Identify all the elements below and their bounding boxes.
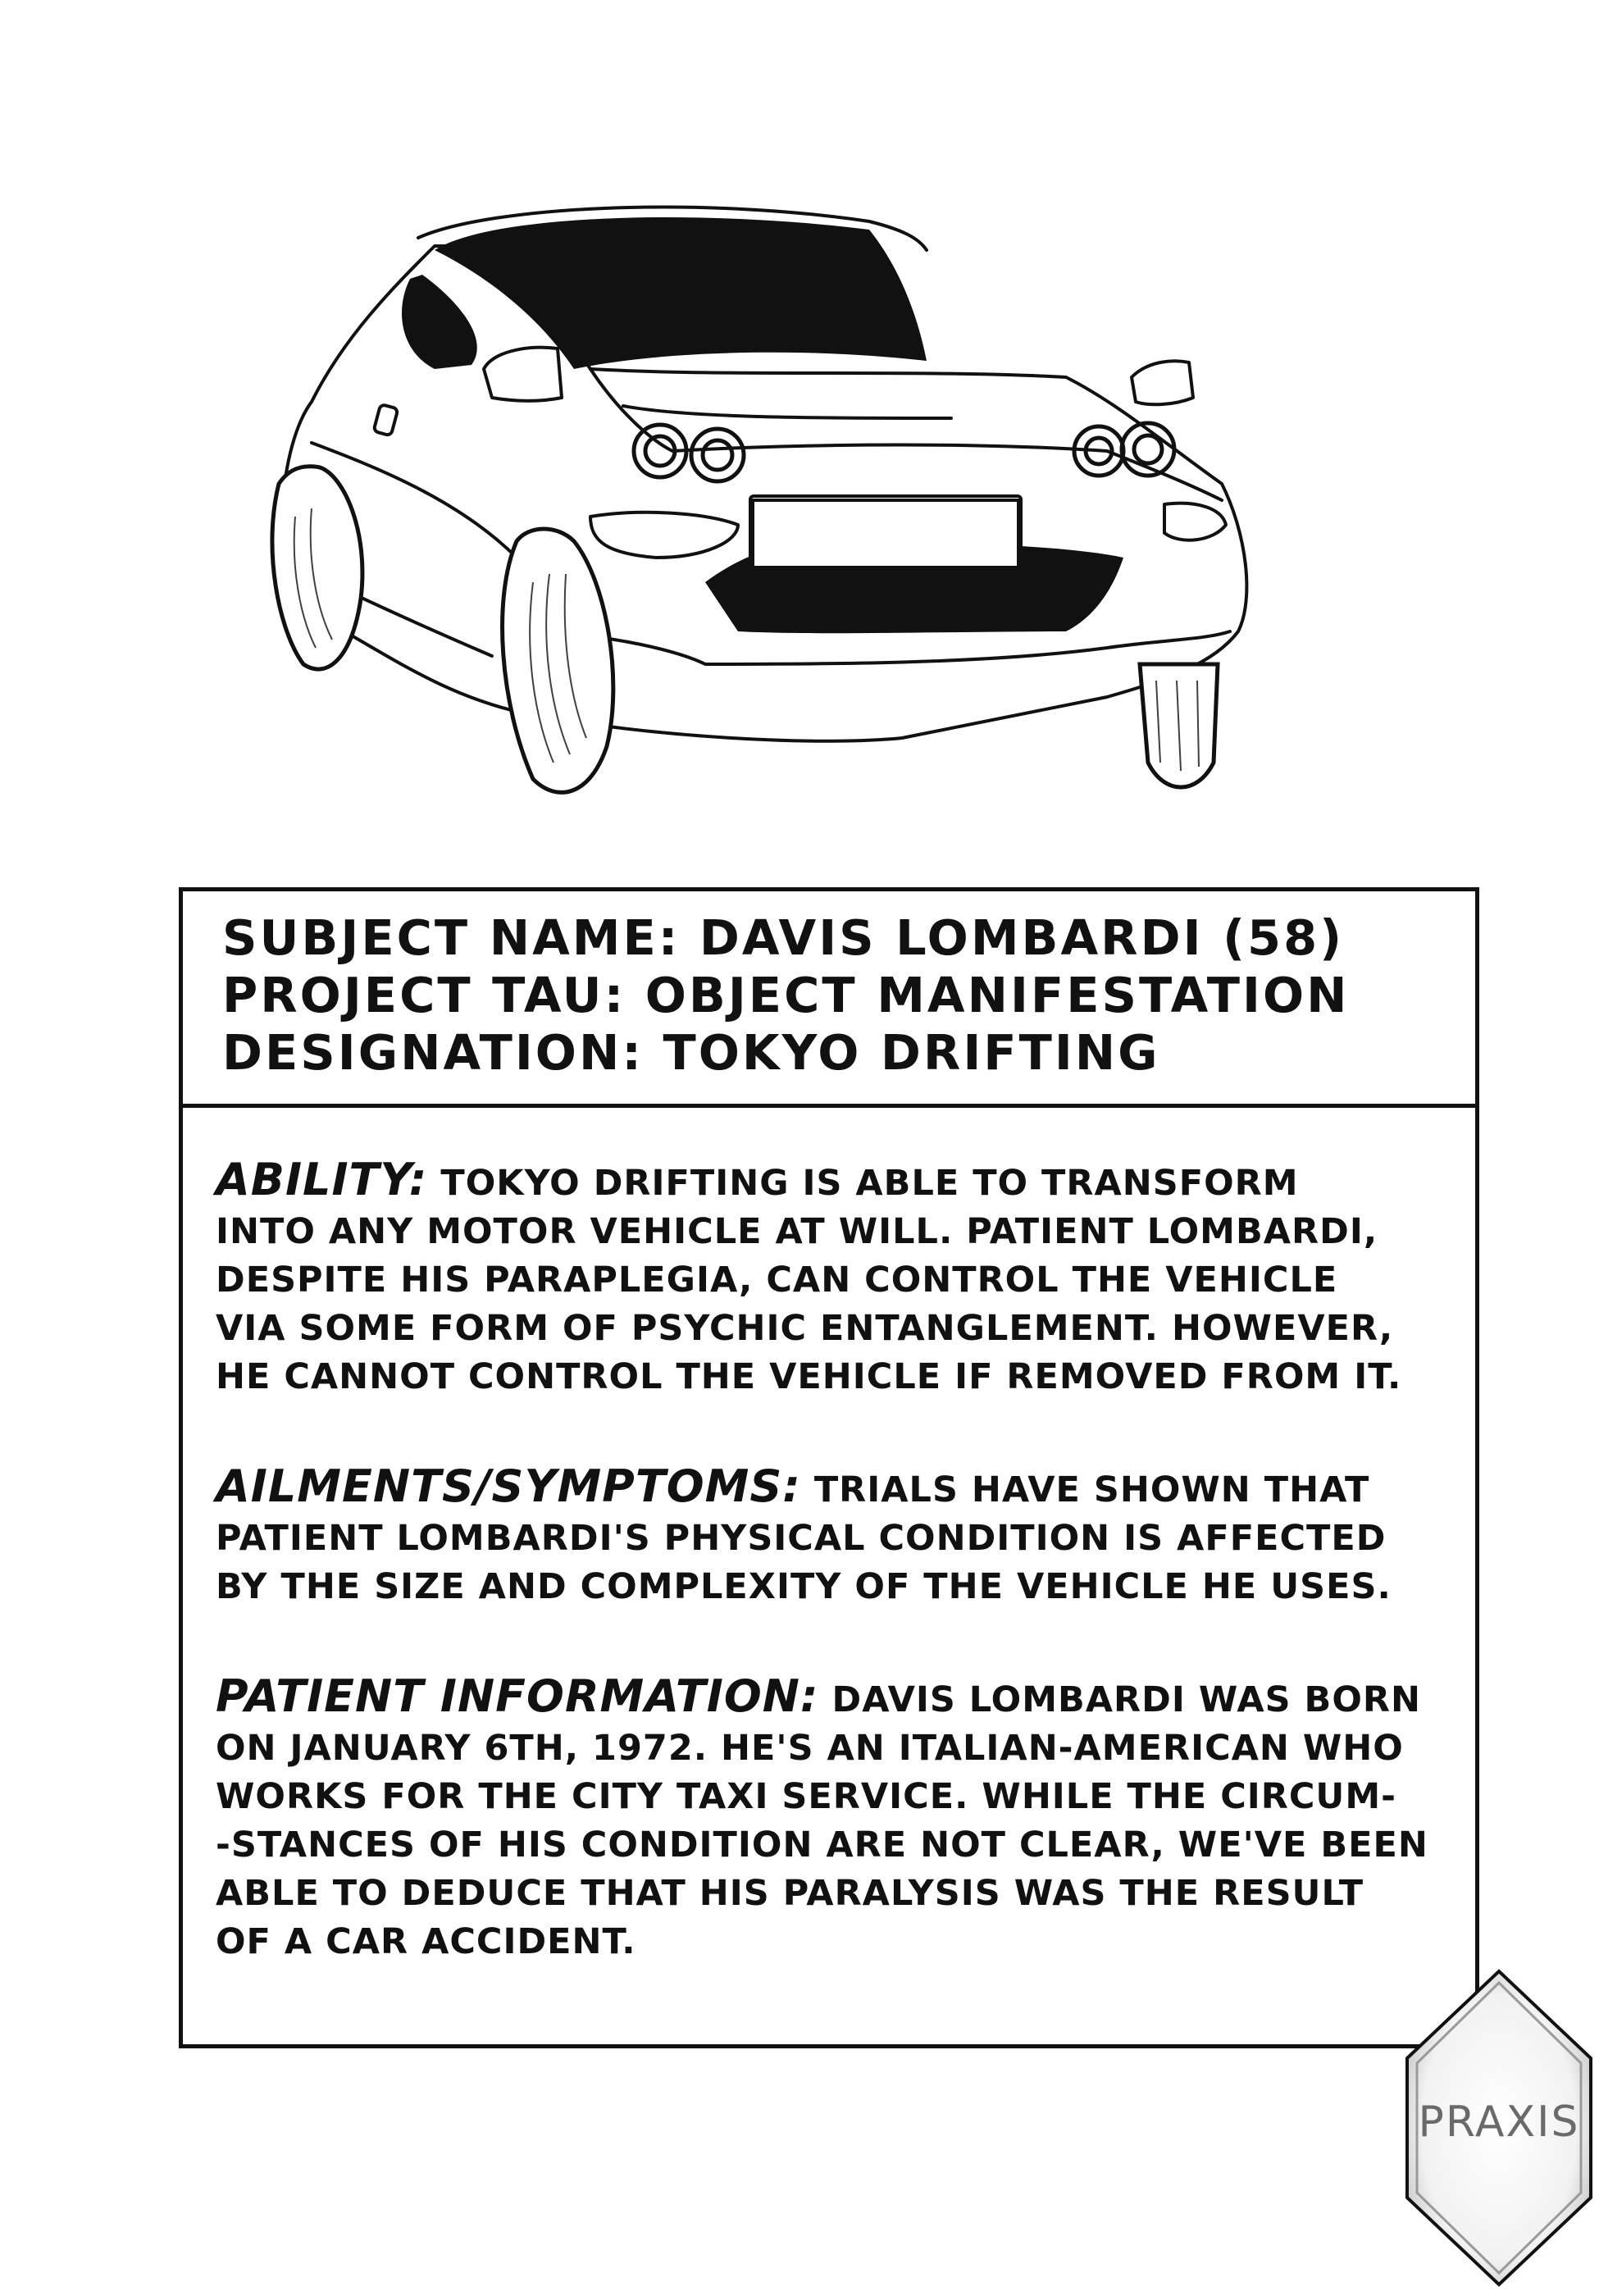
ailments-text-line: BY THE SIZE AND COMPLEXITY OF THE VEHICLE HE USES.	[216, 1566, 1392, 1607]
dossier-header	[183, 891, 1475, 1108]
ability-text-line: HE CANNOT CONTROL THE VEHICLE IF REMOVED FROM IT.	[216, 1356, 1402, 1397]
patient-info-text-line: WORKS FOR THE CITY TAXI SERVICE. WHILE THE CIRCUM-	[216, 1776, 1396, 1817]
ability-first-line	[216, 1155, 1467, 1208]
subject-name-line: SUBJECT NAME: DAVIS LOMBARDI (58)	[222, 909, 1345, 966]
ability-text-line: VIA SOME FORM OF PSYCHIC ENTANGLEMENT. HOWEVER,	[216, 1308, 1394, 1349]
ability-section	[216, 1155, 1467, 1401]
ability-label: ABILITY:	[216, 1154, 428, 1205]
patient-info-text-line: DAVIS LOMBARDI WAS BORN	[831, 1679, 1421, 1720]
dossier-body	[183, 1108, 1475, 2044]
ailments-section	[216, 1462, 1467, 1611]
praxis-logo-text: PRAXIS	[1418, 2098, 1580, 2147]
ailments-label: AILMENTS/SYMPTOMS:	[216, 1460, 801, 1512]
ability-text-line: INTO ANY MOTOR VEHICLE AT WILL. PATIENT LOMBARDI,	[216, 1211, 1378, 1252]
dossier-box	[179, 887, 1479, 2048]
ability-text-line: TOKYO DRIFTING IS ABLE TO TRANSFORM	[440, 1163, 1299, 1204]
project-line: PROJECT TAU: OBJECT MANIFESTATION	[222, 967, 1350, 1023]
ailments-text-line: TRIALS HAVE SHOWN THAT	[813, 1469, 1370, 1510]
car-illustration	[246, 172, 1328, 812]
ailments-first-line	[216, 1462, 1467, 1515]
patient-info-text-line: ABLE TO DEDUCE THAT HIS PARALYSIS WAS THE RESULT	[216, 1873, 1364, 1914]
patient-info-text-line: -STANCES OF HIS CONDITION ARE NOT CLEAR, WE'VE BEEN	[216, 1824, 1428, 1866]
ability-text-line: DESPITE HIS PARAPLEGIA, CAN CONTROL THE VEHICLE	[216, 1260, 1338, 1301]
patient-info-label: PATIENT INFORMATION:	[216, 1670, 819, 1722]
patient-info-first-line	[216, 1672, 1467, 1724]
ailments-text-line: PATIENT LOMBARDI'S PHYSICAL CONDITION IS AFFECTED	[216, 1518, 1387, 1559]
designation-line: DESIGNATION: TOKYO DRIFTING	[222, 1024, 1160, 1081]
patient-info-text-line: OF A CAR ACCIDENT.	[216, 1921, 636, 1962]
patient-info-text-line: ON JANUARY 6TH, 1972. HE'S AN ITALIAN-AMERICAN WHO	[216, 1728, 1404, 1769]
patient-info-section	[216, 1672, 1467, 1966]
